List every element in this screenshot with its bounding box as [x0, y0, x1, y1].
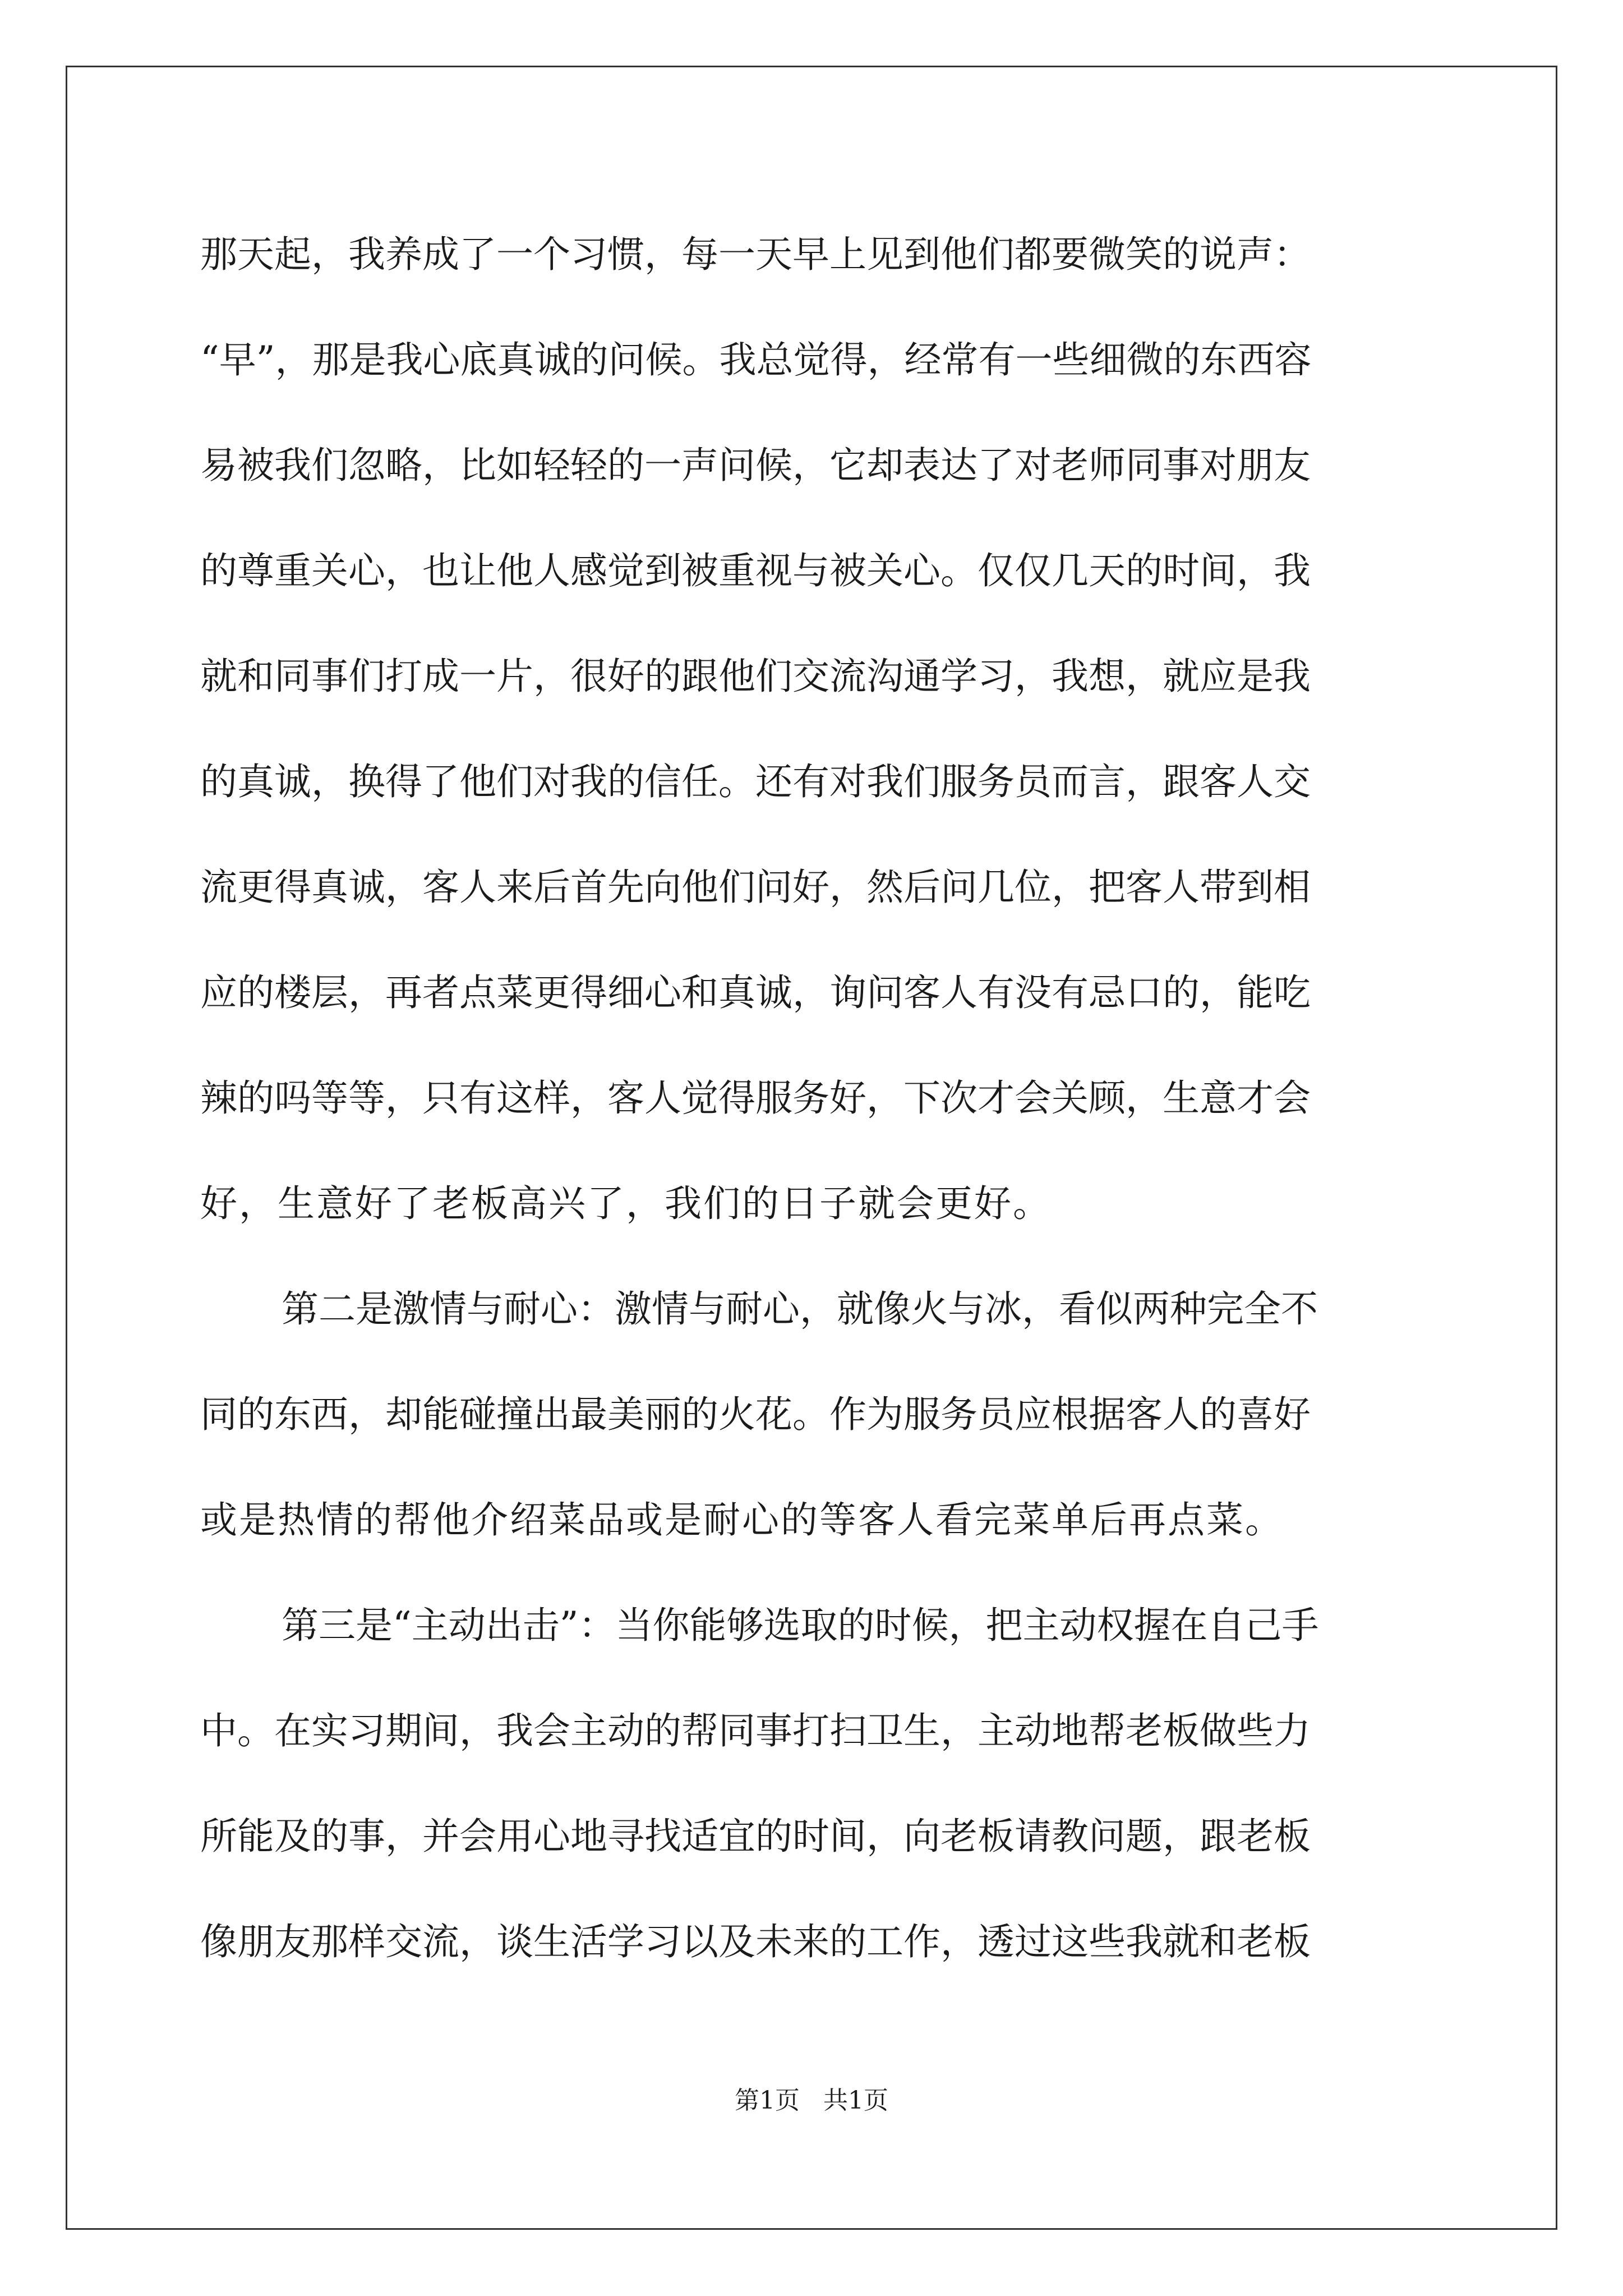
text-line: 辣的吗等等，只有这样，客人觉得服务好，下次才会关顾，生意才会 [200, 1076, 1311, 1120]
text-line: 那天起，我养成了一个习惯，每一天早上见到他们都要微笑的说声： [200, 233, 1311, 276]
text-line: 所能及的事，并会用心地寻找适宜的时间，向老板请教问题，跟老板 [200, 1815, 1311, 1858]
text-line: 像朋友那样交流，谈生活学习以及未来的工作，透过这些我就和老板 [200, 1920, 1311, 1963]
text-line: 应的楼层，再者点菜更得细心和真诚，询问客人有没有忌口的，能吃 [200, 971, 1311, 1014]
text-line: 第二是激情与耐心：激情与耐心，就像火与冰，看似两种完全不 [282, 1287, 1318, 1331]
text-line: 或是热情的帮他介绍菜品或是耐心的等客人看完菜单后再点菜。 [200, 1498, 1284, 1542]
text-line: 好，生意好了老板高兴了，我们的日子就会更好。 [200, 1182, 1052, 1225]
text-line: 的尊重关心，也让他人感觉到被重视与被关心。仅仅几天的时间，我 [200, 549, 1311, 592]
text-line: “早”，那是我心底真诚的问候。我总觉得，经常有一些细微的东西容 [200, 338, 1312, 381]
text-line: 易被我们忽略，比如轻轻的一声问候，它却表达了对老师同事对朋友 [200, 444, 1311, 487]
document-body [200, 202, 1423, 1995]
text-line: 第三是“主动出击”：当你能够选取的时候，把主动权握在自己手 [282, 1604, 1319, 1647]
text-line: 流更得真诚，客人来后首先向他们问好，然后问几位，把客人带到相 [200, 866, 1311, 909]
text-line: 同的东西，却能碰撞出最美丽的火花。作为服务员应根据客人的喜好 [200, 1393, 1311, 1436]
text-line: 中。在实习期间，我会主动的帮同事打扫卫生，主动地帮老板做些力 [200, 1709, 1311, 1752]
text-line: 的真诚，换得了他们对我的信任。还有对我们服务员而言，跟客人交 [200, 760, 1311, 803]
page-footer: 第1页 共1页 [735, 2086, 888, 2115]
text-line: 就和同事们打成一片，很好的跟他们交流沟通学习，我想，就应是我 [200, 655, 1311, 698]
